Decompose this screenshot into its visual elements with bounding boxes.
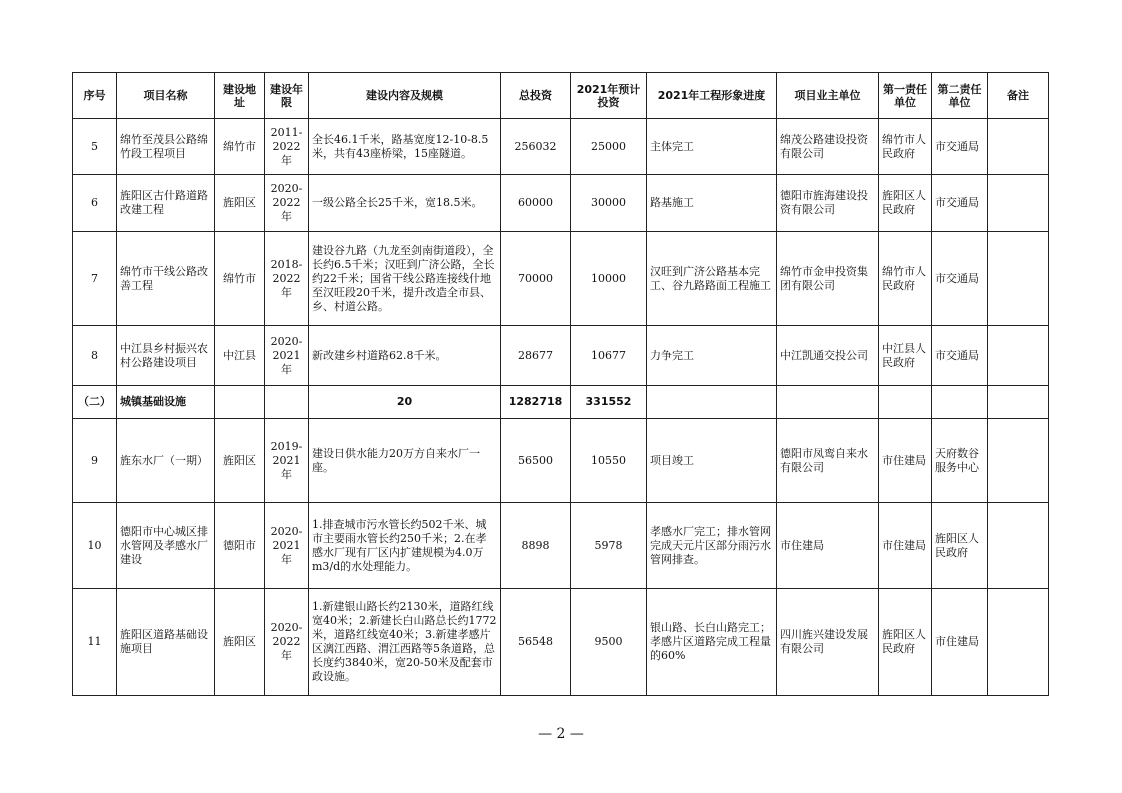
page-number: — 2 — <box>538 726 584 742</box>
note <box>988 419 1049 503</box>
project-table <box>72 72 1049 696</box>
owner: 市住建局 <box>777 503 879 589</box>
content: 建设谷九路（九龙至剑南街道段），全长约6.5千米；汉旺到广济公路，全长约22千米；国省干线公路连接线什地至汉旺段20千米，提升改造全市县、乡、村道公路。 <box>309 232 501 326</box>
responsible-1: 中江县人民政府 <box>879 326 932 386</box>
progress: 孝感水厂完工；排水管网完成天元片区部分雨污水管网排查。 <box>647 503 777 589</box>
content: 1.新建银山路长约2130米，道路红线宽40米；2.新建长白山路总长约1772米，道路红线宽40米；3.新建孝感片区漓江西路、渭江西路等5条道路，总长度约3840米，宽20-50米及配套市政设施。 <box>309 589 501 696</box>
content: 一级公路全长25千米，宽18.5米。 <box>309 175 501 232</box>
years: 2020-2022年 <box>265 175 309 232</box>
responsible-1: 旌阳区人民政府 <box>879 175 932 232</box>
row-no: 8 <box>73 326 117 386</box>
section-row <box>73 386 1049 419</box>
progress: 力争完工 <box>647 326 777 386</box>
section-no: （二） <box>73 386 117 419</box>
investment-2021: 10677 <box>571 326 647 386</box>
table-row <box>73 589 1049 696</box>
project-name: 绵竹至茂县公路绵竹段工程项目 <box>117 119 215 175</box>
section-total: 1282718 <box>501 386 571 419</box>
header-cell: 2021年预计投资 <box>571 73 647 119</box>
progress: 项目竣工 <box>647 419 777 503</box>
owner: 绵茂公路建设投资有限公司 <box>777 119 879 175</box>
header-cell: 第一责任单位 <box>879 73 932 119</box>
content: 1.排查城市污水管长约502千米、城市主要雨水管长约250千米；2.在孝感水厂现有厂区内扩建规模为4.0万m3/d的水处理能力。 <box>309 503 501 589</box>
header-cell: 序号 <box>73 73 117 119</box>
address: 旌阳区 <box>215 175 265 232</box>
progress: 汉旺到广济公路基本完工、谷九路路面工程施工 <box>647 232 777 326</box>
header-cell: 第二责任单位 <box>932 73 988 119</box>
total-investment: 56500 <box>501 419 571 503</box>
row-no: 7 <box>73 232 117 326</box>
owner: 德阳市凤鸾自来水有限公司 <box>777 419 879 503</box>
project-name: 德阳市中心城区排水管网及孝感水厂建设 <box>117 503 215 589</box>
content: 全长46.1千米，路基宽度12-10-8.5米，共有43座桥梁，15座隧道。 <box>309 119 501 175</box>
responsible-2: 市交通局 <box>932 326 988 386</box>
years: 2018-2022年 <box>265 232 309 326</box>
row-no: 10 <box>73 503 117 589</box>
row-no: 11 <box>73 589 117 696</box>
responsible-1: 市住建局 <box>879 503 932 589</box>
total-investment: 56548 <box>501 589 571 696</box>
responsible-1: 绵竹市人民政府 <box>879 232 932 326</box>
investment-2021: 25000 <box>571 119 647 175</box>
responsible-2: 市交通局 <box>932 175 988 232</box>
progress: 路基施工 <box>647 175 777 232</box>
table-row <box>73 419 1049 503</box>
total-investment: 70000 <box>501 232 571 326</box>
table-row <box>73 232 1049 326</box>
project-name: 中江县乡村振兴农村公路建设项目 <box>117 326 215 386</box>
total-investment: 60000 <box>501 175 571 232</box>
address: 中江县 <box>215 326 265 386</box>
content: 建设日供水能力20万方自来水厂一座。 <box>309 419 501 503</box>
header-cell: 建设地址 <box>215 73 265 119</box>
content: 新改建乡村道路62.8千米。 <box>309 326 501 386</box>
project-name: 旌阳区道路基础设施项目 <box>117 589 215 696</box>
responsible-2: 市交通局 <box>932 119 988 175</box>
address: 绵竹市 <box>215 232 265 326</box>
investment-2021: 30000 <box>571 175 647 232</box>
table-row <box>73 326 1049 386</box>
investment-2021: 9500 <box>571 589 647 696</box>
note <box>988 232 1049 326</box>
years: 2020-2021年 <box>265 326 309 386</box>
investment-2021: 5978 <box>571 503 647 589</box>
total-investment: 256032 <box>501 119 571 175</box>
responsible-1: 市住建局 <box>879 419 932 503</box>
header-cell: 项目名称 <box>117 73 215 119</box>
address: 绵竹市 <box>215 119 265 175</box>
progress: 主体完工 <box>647 119 777 175</box>
project-name: 旌阳区古什路道路改建工程 <box>117 175 215 232</box>
table-row <box>73 119 1049 175</box>
responsible-1: 旌阳区人民政府 <box>879 589 932 696</box>
responsible-1: 绵竹市人民政府 <box>879 119 932 175</box>
address: 旌阳区 <box>215 589 265 696</box>
years: 2020-2022年 <box>265 589 309 696</box>
header-cell: 建设年限 <box>265 73 309 119</box>
note <box>988 119 1049 175</box>
responsible-2: 市住建局 <box>932 589 988 696</box>
total-investment: 8898 <box>501 503 571 589</box>
years: 2020-2021年 <box>265 503 309 589</box>
section-count: 20 <box>309 386 501 419</box>
note <box>988 326 1049 386</box>
responsible-2: 市交通局 <box>932 232 988 326</box>
row-no: 9 <box>73 419 117 503</box>
responsible-2: 天府数谷服务中心 <box>932 419 988 503</box>
table-row <box>73 503 1049 589</box>
header-cell: 建设内容及规模 <box>309 73 501 119</box>
project-name: 绵竹市干线公路改善工程 <box>117 232 215 326</box>
note <box>988 175 1049 232</box>
header-cell: 2021年工程形象进度 <box>647 73 777 119</box>
years: 2019-2021年 <box>265 419 309 503</box>
address: 旌阳区 <box>215 419 265 503</box>
address: 德阳市 <box>215 503 265 589</box>
header-cell: 备注 <box>988 73 1049 119</box>
owner: 绵竹市金申投资集团有限公司 <box>777 232 879 326</box>
section-name: 城镇基础设施 <box>117 386 215 419</box>
section-investment-2021: 331552 <box>571 386 647 419</box>
table-row <box>73 175 1049 232</box>
years: 2011-2022年 <box>265 119 309 175</box>
responsible-2: 旌阳区人民政府 <box>932 503 988 589</box>
header-cell: 总投资 <box>501 73 571 119</box>
owner: 德阳市旌海建设投资有限公司 <box>777 175 879 232</box>
owner: 中江凯通交投公司 <box>777 326 879 386</box>
row-no: 5 <box>73 119 117 175</box>
owner: 四川旌兴建设发展有限公司 <box>777 589 879 696</box>
header-cell: 项目业主单位 <box>777 73 879 119</box>
total-investment: 28677 <box>501 326 571 386</box>
progress: 银山路、长白山路完工；孝感片区道路完成工程量的60% <box>647 589 777 696</box>
investment-2021: 10550 <box>571 419 647 503</box>
project-name: 旌东水厂（一期） <box>117 419 215 503</box>
investment-2021: 10000 <box>571 232 647 326</box>
header-row <box>73 73 1049 119</box>
note <box>988 589 1049 696</box>
row-no: 6 <box>73 175 117 232</box>
note <box>988 503 1049 589</box>
